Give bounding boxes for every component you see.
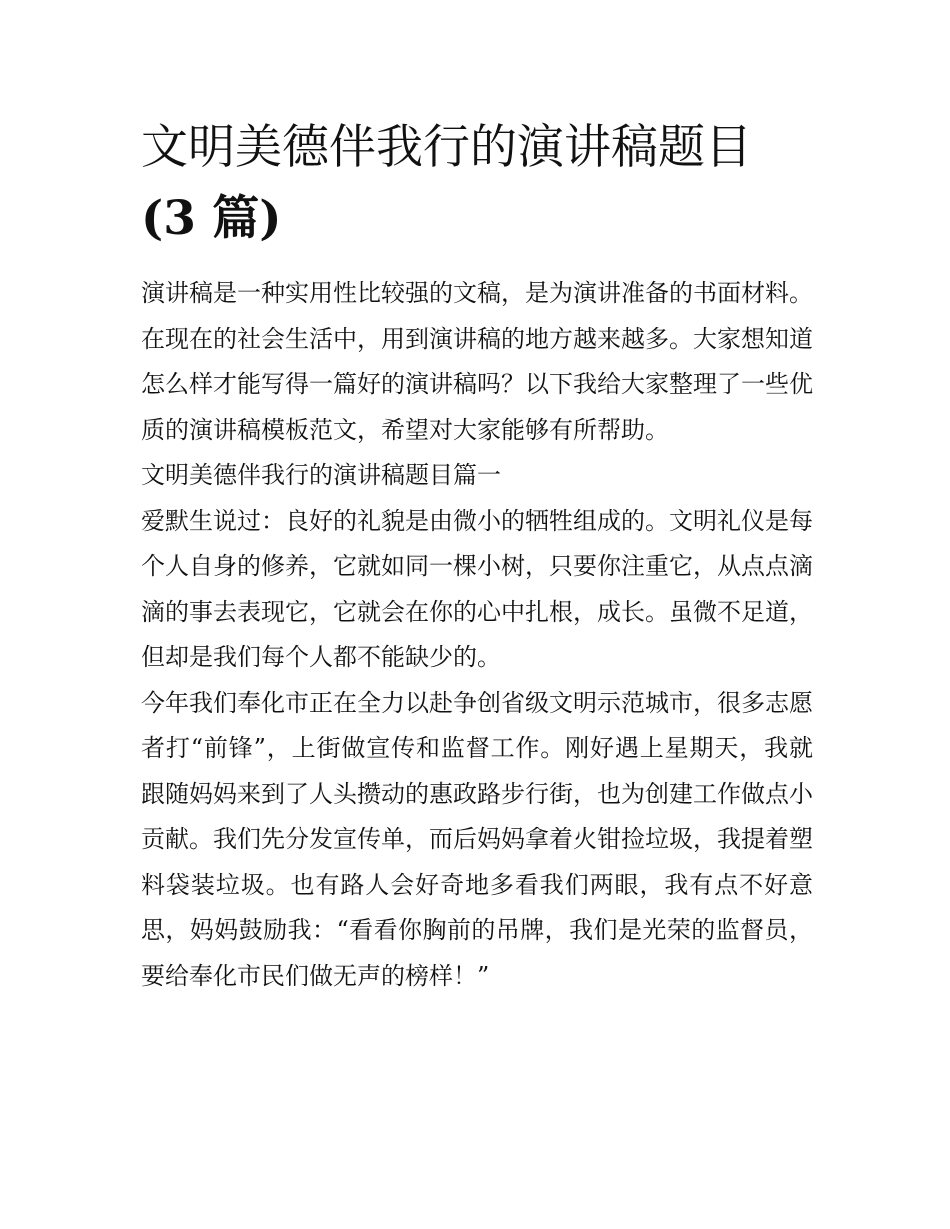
body-paragraph: 爱默生说过：良好的礼貌是由微小的牺牲组成的。文明礼仪是每个人自身的修养，它就如同一棵小树，只要你注重它，从点点滴滴的事去表现它，它就会在你的心中扎根，成长。虽微不足道，但却是我们每个人都不能缺少的。 (141, 506, 813, 671)
document-page (141, 112, 813, 999)
document-body (141, 271, 813, 999)
body-paragraph: 今年我们奉化市正在全力以赴争创省级文明示范城市，很多志愿者打“前锋”，上街做宣传和监督工作。刚好遇上星期天，我就跟随妈妈来到了人头攒动的惠政路步行街，也为创建工作做点小贡献。我们先分发宣传单，而后妈妈拿着火钳捡垃圾，我提着塑料袋装垃圾。也有路人会好奇地多看我们两眼，我有点不好意思，妈妈鼓励我：“看看你胸前的吊牌，我们是光荣的监督员，要给奉化市民们做无声的榜样！” (141, 688, 813, 990)
intro-paragraph: 演讲稿是一种实用性比较强的文稿，是为演讲准备的书面材料。在现在的社会生活中，用到演讲稿的地方越来越多。大家想知道怎么样才能写得一篇好的演讲稿吗？以下我给大家整理了一些优质的演讲稿模板范文，希望对大家能够有所帮助。 (141, 279, 813, 444)
title-line-1: 文明美德伴我行的演讲稿题目 (141, 120, 752, 175)
section-heading: 文明美德伴我行的演讲稿题目篇一 (141, 461, 501, 489)
title-line-2: (3 篇) (141, 191, 282, 246)
document-title (141, 112, 813, 254)
